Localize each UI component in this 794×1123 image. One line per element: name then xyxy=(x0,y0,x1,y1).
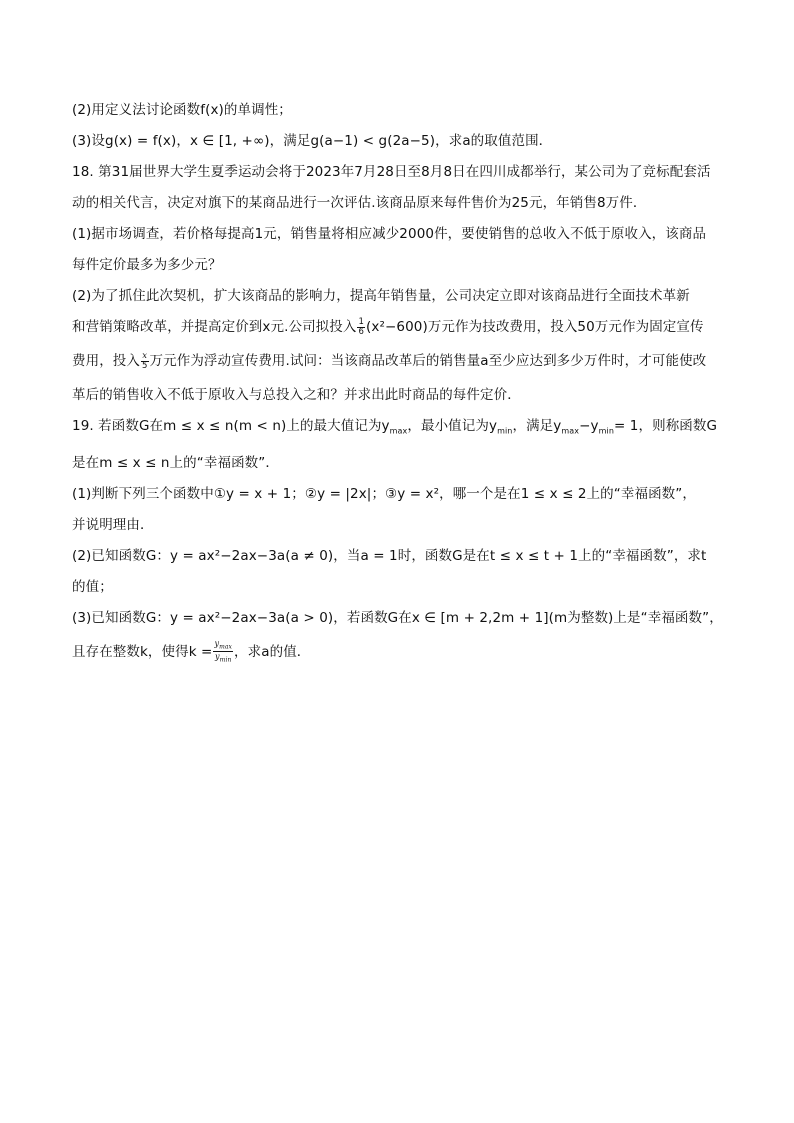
q19-part3-line1: (3)已知函数G：y = ax²−2ax−3a(a > 0)，若函数G在x ∈ [m + 2,2m + 1](m为整数)上是“幸福函数”， xyxy=(72,609,723,626)
fraction-ymax-over-ymin xyxy=(213,639,233,665)
q19-part2-line2: 的值； xyxy=(72,578,113,595)
q19-stem-a: 19. 若函数G在m ≤ x ≤ n(m < n)上的最大值记为y xyxy=(72,418,390,434)
fraction-x-fifth xyxy=(141,352,149,371)
q19-part3-line2-b: ，求a的值． xyxy=(234,643,311,660)
fraction-numerator: x xyxy=(142,350,148,361)
subscript-max: max xyxy=(561,426,580,436)
q18-part1-line2: 每件定价最多为多少元？ xyxy=(72,257,222,273)
q19-part3-line2 xyxy=(72,639,722,665)
fraction-denominator: 5 xyxy=(142,360,148,371)
q18-part1-line1: (1)据市场调查，若价格每提高1元，销售量将相应减少2000件，要使销售的总收入不低于原收入，该商品 xyxy=(72,226,707,242)
q19-part1-line2: 并说明理由． xyxy=(72,516,154,533)
q19-stem-line1 xyxy=(72,416,722,442)
q18-part2-line3-b: 万元作为浮动宣传费用.试问：当该商品改革后的销售量a至少应达到多少万件时，才可能使改 xyxy=(149,353,707,369)
denominator-y: y xyxy=(215,652,220,662)
fraction-denominator xyxy=(213,652,233,665)
subscript-min: min xyxy=(497,426,513,436)
q18-stem-line2: 动的相关代言，决定对旗下的某商品进行一次评估.该商品原来每件售价为25元，年销售8万件． xyxy=(72,195,647,211)
q19-stem-d: −y xyxy=(579,418,599,434)
document-content xyxy=(72,100,722,679)
q19-part2-line1: (2)已知函数G：y = ax²−2ax−3a(a ≠ 0)，当a = 1时，函数G是在t ≤ x ≤ t + 1上的“幸福函数”，求t xyxy=(72,547,707,564)
fraction-one-sixth xyxy=(357,318,365,337)
q19-part3-line2-a: 且存在整数k，使得k = xyxy=(72,643,213,660)
q17-part3: (3)设g(x) = f(x)，x ∈ [1, +∞)，满足g(a−1) < g(2a−5)，求a的取值范围． xyxy=(72,133,553,149)
subscript-min: min xyxy=(598,426,614,436)
fraction-denominator: 6 xyxy=(358,326,364,337)
q18-part2-line3 xyxy=(72,351,722,371)
fraction-numerator xyxy=(213,639,233,653)
q18-part2-line1: (2)为了抓住此次契机，扩大该商品的影响力，提高年销售量，公司决定立即对该商品进行全面技术革新 xyxy=(72,288,690,304)
q18-part2-line4: 革后的销售收入不低于原收入与总投入之和？并求出此时商品的每件定价． xyxy=(72,387,521,403)
subscript-max: max xyxy=(389,426,408,436)
denominator-sub: min xyxy=(219,656,232,664)
q19-stem-c: ，满足y xyxy=(512,418,562,434)
q19-stem-e: = 1，则称函数G xyxy=(614,418,718,434)
numerator-y: y xyxy=(214,638,220,648)
q18-part2-line2-a: 和营销策略改革，并提高定价到x元.公司拟投入 xyxy=(72,319,357,335)
q19-stem-line2: 是在m ≤ x ≤ n上的“幸福函数”． xyxy=(72,454,279,471)
q17-part2: (2)用定义法讨论函数f(x)的单调性； xyxy=(72,102,292,118)
q18-stem-line1: 18. 第31届世界大学生夏季运动会将于2023年7月28日至8月8日在四川成都举行，某公司为了竞标配套活 xyxy=(72,164,711,180)
q18-part2-line2 xyxy=(72,317,722,337)
q18-part2-line3-a: 费用，投入 xyxy=(72,353,140,369)
q19-part1-line1: (1)判断下列三个函数中①y = x + 1；②y = |2x|；③y = x²，哪一个是在1 ≤ x ≤ 2上的“幸福函数”， xyxy=(72,485,696,502)
q19-stem-b: ，最小值记为y xyxy=(407,418,498,434)
numerator-sub: max xyxy=(219,643,233,651)
fraction-numerator: 1 xyxy=(358,316,364,327)
q18-part2-line2-b: (x²−600)万元作为技改费用，投入50万元作为固定宣传 xyxy=(366,319,704,335)
